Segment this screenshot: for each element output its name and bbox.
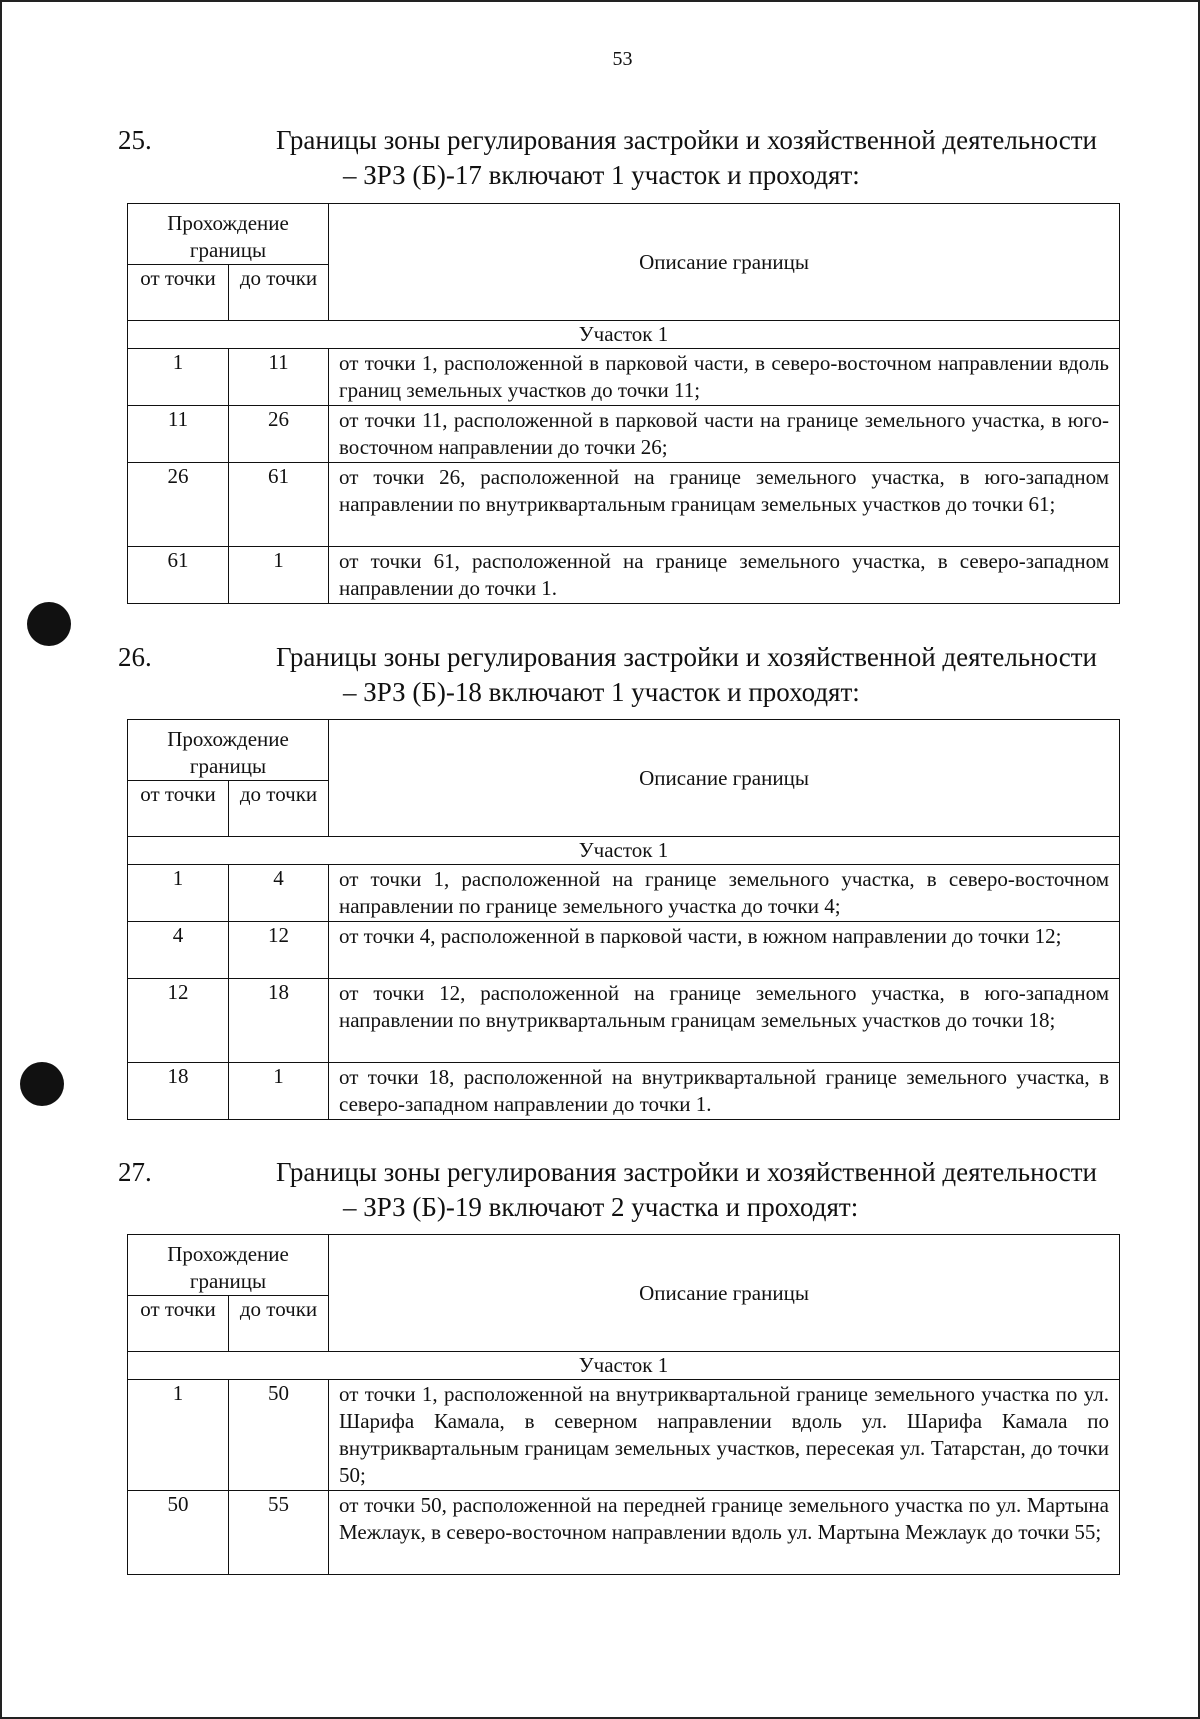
table-row [128,922,1120,979]
section-number: 26. [118,642,152,672]
header-passage: Прохождение границы [128,1235,329,1296]
from-point: 11 [128,406,229,463]
header-to: до точки [229,265,329,321]
header-description: Описание границы [329,204,1120,321]
from-point: 50 [128,1491,229,1575]
subsection-label: Участок 1 [128,837,1120,865]
table-row [128,349,1120,406]
from-point: 61 [128,547,229,604]
table-row [128,1491,1120,1575]
to-point: 55 [229,1491,329,1575]
header-from: от точки [128,781,229,837]
boundary-table [127,1234,1120,1575]
to-point: 11 [229,349,329,406]
header-description: Описание границы [329,1235,1120,1352]
boundary-description: от точки 50, расположенной на передней границе земельного участка по ул. Мартына Межлаук, в северо-восточном направлении вдоль ул. Мартына Межлаук до точки 55; [329,1491,1120,1575]
header-description: Описание границы [329,720,1120,837]
section-title-line1: Границы зоны регулирования застройки и хозяйственной деятельности [276,125,1097,155]
boundary-description: от точки 1, расположенной на границе земельного участка, в северо-восточном направлении по границе земельного участка до точки 4; [329,865,1120,922]
header-passage: Прохождение границы [128,204,329,265]
to-point: 61 [229,463,329,547]
boundary-description: от точки 11, расположенной в парковой части на границе земельного участка, в юго-восточном направлении до точки 26; [329,406,1120,463]
boundary-description: от точки 1, расположенной в парковой части, в северо-восточном направлении вдоль границ земельных участков до точки 11; [329,349,1120,406]
punch-hole-bottom [20,1062,64,1106]
to-point: 26 [229,406,329,463]
to-point: 1 [229,547,329,604]
page-number: 53 [612,48,633,70]
table-row [128,865,1120,922]
to-point: 50 [229,1380,329,1491]
section-title-line2: – ЗРЗ (Б)-18 включают 1 участок и проходят: [343,677,860,707]
boundary-description: от точки 61, расположенной на границе земельного участка, в северо-западном направлении до точки 1. [329,547,1120,604]
table-row [128,1063,1120,1120]
header-passage: Прохождение границы [128,720,329,781]
to-point: 4 [229,865,329,922]
boundary-table [127,719,1120,1120]
boundary-description: от точки 12, расположенной на границе земельного участка, в юго-западном направлении по внутриквартальным границам земельных участков до точки 18; [329,979,1120,1063]
boundary-description: от точки 26, расположенной на границе земельного участка, в юго-западном направлении по внутриквартальным границам земельных участков до точки 61; [329,463,1120,547]
section-title-line1: Границы зоны регулирования застройки и хозяйственной деятельности [276,1157,1097,1187]
from-point: 1 [128,1380,229,1491]
table-row [128,406,1120,463]
table-row [128,1380,1120,1491]
section-number: 27. [118,1157,152,1187]
to-point: 12 [229,922,329,979]
table-row [128,547,1120,604]
to-point: 1 [229,1063,329,1120]
section-number: 25. [118,125,152,155]
to-point: 18 [229,979,329,1063]
from-point: 1 [128,349,229,406]
boundary-description: от точки 18, расположенной на внутриквартальной границе земельного участка, в северо-западном направлении до точки 1. [329,1063,1120,1120]
subsection-label: Участок 1 [128,1352,1120,1380]
from-point: 1 [128,865,229,922]
from-point: 4 [128,922,229,979]
section-title-line2: – ЗРЗ (Б)-19 включают 2 участка и проходят: [343,1192,859,1222]
from-point: 18 [128,1063,229,1120]
table-row [128,463,1120,547]
section-title-line2: – ЗРЗ (Б)-17 включают 1 участок и проходят: [343,160,860,190]
header-to: до точки [229,781,329,837]
boundary-description: от точки 1, расположенной на внутриквартальной границе земельного участка по ул. Шарифа Камала, в северном направлении вдоль ул. Шарифа Камала по внутриквартальным границам земельных участков, пересекая ул. Татарстан, до точки 50; [329,1380,1120,1491]
header-from: от точки [128,265,229,321]
boundary-table [127,203,1120,604]
header-from: от точки [128,1296,229,1352]
boundary-description: от точки 4, расположенной в парковой части, в южном направлении до точки 12; [329,922,1120,979]
from-point: 26 [128,463,229,547]
punch-hole-top [27,602,71,646]
header-to: до точки [229,1296,329,1352]
table-row [128,979,1120,1063]
subsection-label: Участок 1 [128,321,1120,349]
from-point: 12 [128,979,229,1063]
section-title-line1: Границы зоны регулирования застройки и хозяйственной деятельности [276,642,1097,672]
